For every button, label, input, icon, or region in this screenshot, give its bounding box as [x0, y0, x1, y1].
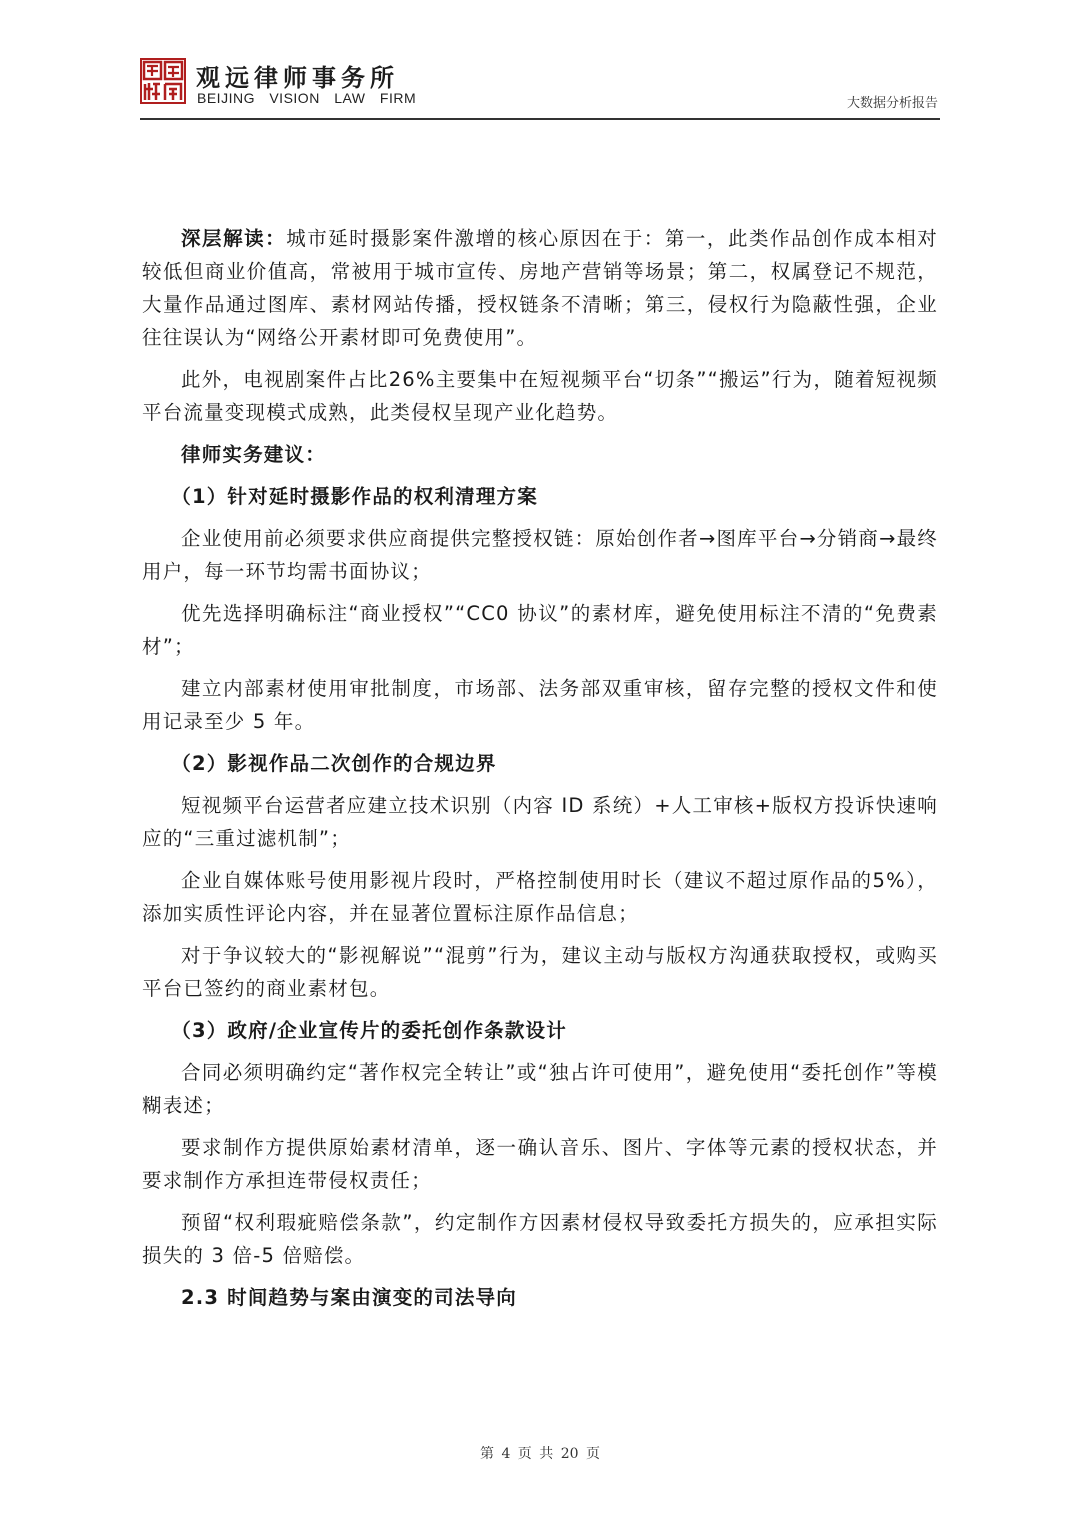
advice-heading: 律师实务建议：	[181, 443, 326, 466]
section-3-heading: （3）政府/企业宣传片的委托创作条款设计	[171, 1019, 567, 1042]
tv-drama-paragraph: 此外，电视剧案件占比26%主要集中在短视频平台“切条”“搬运”行为，随着短视频平台流量变现模式成熟，此类侵权呈现产业化趋势。	[142, 368, 938, 424]
section-1-item: 建立内部素材使用审批制度，市场部、法务部双重审核，留存完整的授权文件和使用记录至少 5 年。	[142, 677, 938, 733]
analysis-paragraph	[142, 222, 938, 354]
page-header	[140, 52, 940, 120]
report-type-label: 大数据分析报告	[846, 96, 938, 111]
page-number: 第 4 页 共 20 页	[480, 1446, 600, 1462]
firm-logo	[140, 58, 186, 104]
section-1-heading: （1）针对延时摄影作品的权利清理方案	[171, 485, 538, 508]
section-3-item: 合同必须明确约定“著作权完全转让”或“独占许可使用”，避免使用“委托创作”等模糊表述；	[142, 1061, 938, 1117]
section-2-item: 短视频平台运营者应建立技术识别（内容 ID 系统）+人工审核+版权方投诉快速响应的“三重过滤机制”；	[142, 794, 938, 850]
seal-logo-icon	[140, 58, 186, 104]
section-1-item: 优先选择明确标注“商业授权”“CC0 协议”的素材库，避免使用标注不清的“免费素材”；	[142, 602, 938, 658]
firm-name-en: BEIJING VISION LAW FIRM	[197, 90, 417, 106]
analysis-text: 城市延时摄影案件激增的核心原因在于：第一，此类作品创作成本相对较低但商业价值高，常被用于城市宣传、房地产营销等场景；第二，权属登记不规范，大量作品通过图库、素材网站传播，授权链条不清晰；第三，侵权行为隐蔽性强，企业往往误认为“网络公开素材即可免费使用”。	[142, 227, 938, 349]
section-2-item: 对于争议较大的“影视解说”“混剪”行为，建议主动与版权方沟通获取授权，或购买平台已签约的商业素材包。	[142, 944, 938, 1000]
analysis-label: 深层解读：	[181, 227, 287, 250]
section-2-heading: （2）影视作品二次创作的合规边界	[171, 752, 497, 775]
firm-name-cn: 观远律师事务所	[196, 63, 399, 92]
document-body	[142, 222, 938, 1314]
next-section-heading: 2.3 时间趋势与案由演变的司法导向	[181, 1286, 517, 1309]
section-2-item: 企业自媒体账号使用影视片段时，严格控制使用时长（建议不超过原作品的5%），添加实质性评论内容，并在显著位置标注原作品信息；	[142, 869, 938, 925]
section-3-item: 要求制作方提供原始素材清单，逐一确认音乐、图片、字体等元素的授权状态，并要求制作方承担连带侵权责任；	[142, 1136, 938, 1192]
section-3-item: 预留“权利瑕疵赔偿条款”，约定制作方因素材侵权导致委托方损失的，应承担实际损失的 3 倍-5 倍赔偿。	[142, 1211, 938, 1267]
section-1-item: 企业使用前必须要求供应商提供完整授权链：原始创作者→图库平台→分销商→最终用户，每一环节均需书面协议；	[142, 527, 938, 583]
